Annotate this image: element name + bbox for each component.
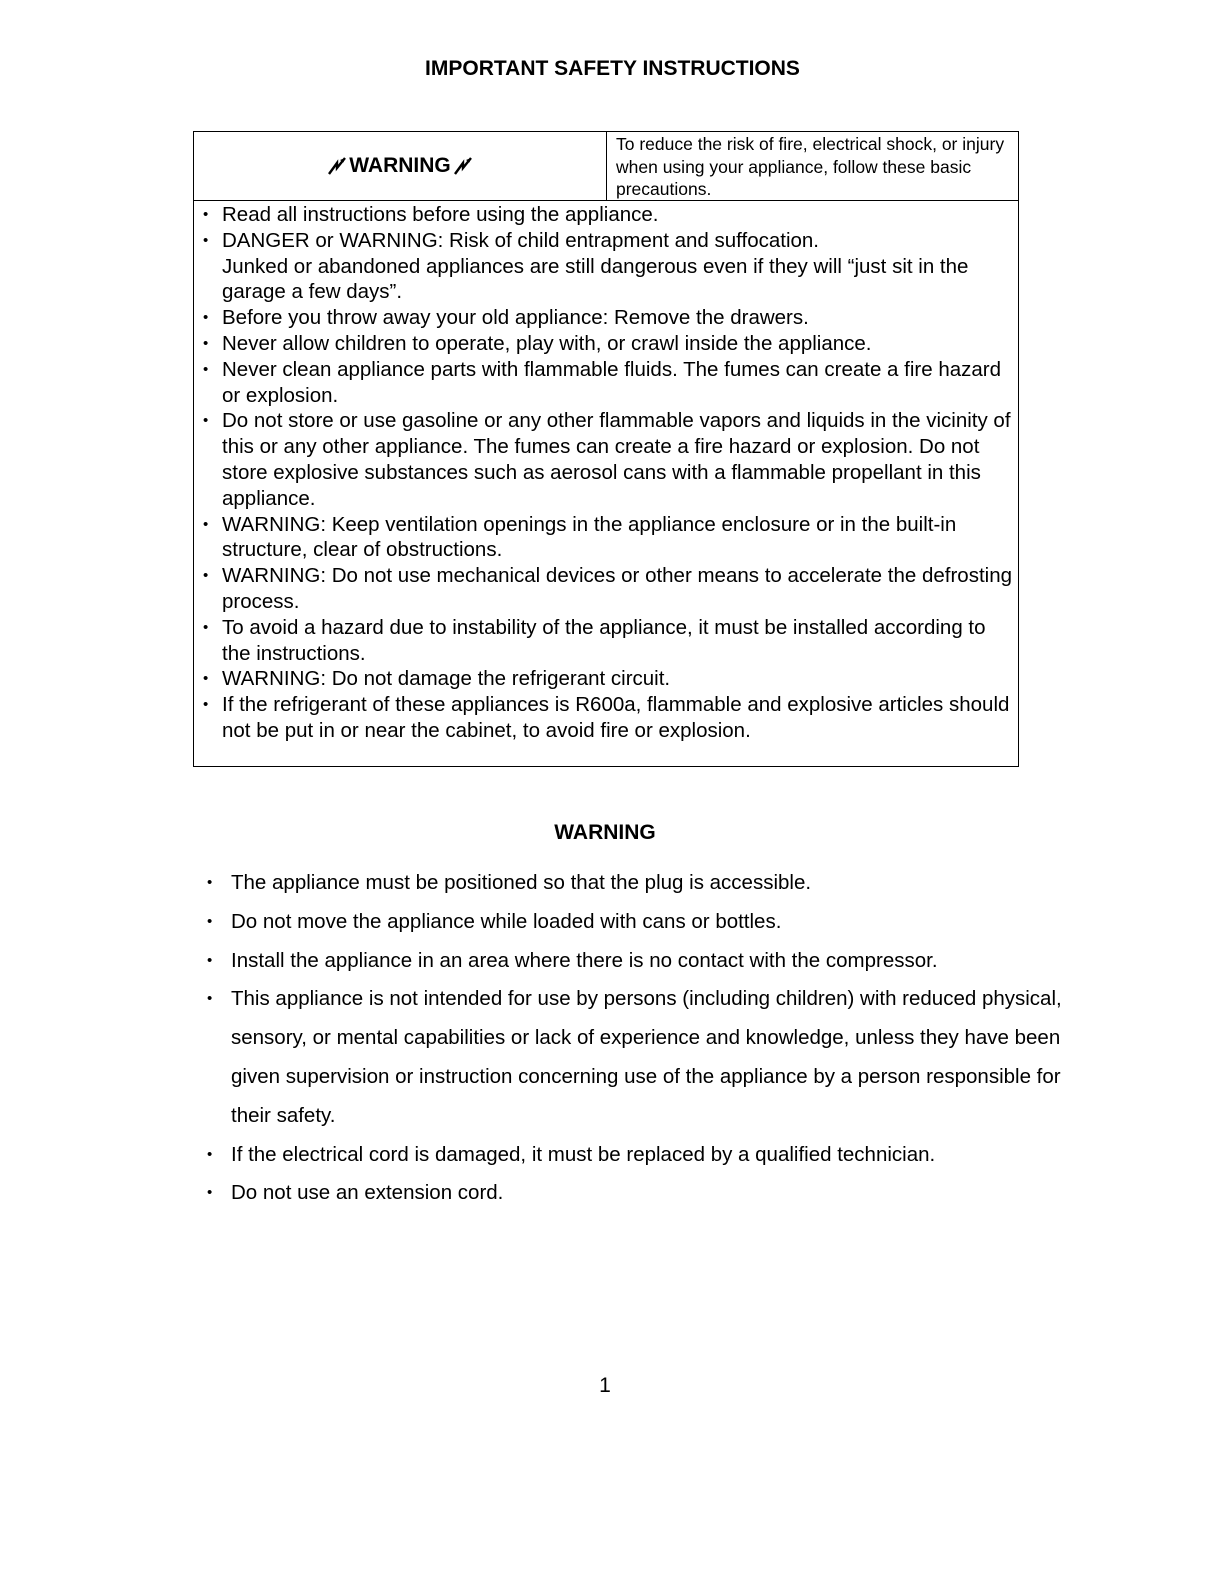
list-item: • WARNING: Do not use mechanical devices or other means to accelerate the defrosting process. (202, 563, 1012, 615)
warning-box-intro: To reduce the risk of fire, electrical shock, or injury when using your appliance, follow these basic precautions. (616, 134, 1005, 199)
list-item: • Read all instructions before using the appliance. (202, 202, 1012, 228)
warning-box-list (202, 202, 1012, 744)
list-item: • Install the appliance in an area where there is no contact with the compressor. (207, 942, 1087, 981)
lightning-bolt-icon (452, 155, 474, 177)
list-item: • WARNING: Do not damage the refrigerant circuit. (202, 666, 1012, 692)
list-item: • The appliance must be positioned so that the plug is accessible. (207, 864, 1087, 903)
page-title: IMPORTANT SAFETY INSTRUCTIONS (425, 57, 800, 80)
list-item: • Before you throw away your old appliance: Remove the drawers. (202, 305, 1012, 331)
list-item: • This appliance is not intended for use by persons (including children) with reduced physical, sensory, or mental capabilities or lack of experience and knowledge, unless they have been given supervision or instruction concerning use of the appliance by a person responsible for their safety. (207, 980, 1087, 1135)
list-item: • Never clean appliance parts with flammable fluids. The fumes can create a fire hazard or explosion. (202, 357, 1012, 409)
list-item: • If the electrical cord is damaged, it must be replaced by a qualified technician. (207, 1136, 1087, 1175)
section-heading: WARNING (554, 821, 656, 844)
lightning-bolt-icon (326, 155, 348, 177)
warning-box-heading (194, 132, 607, 200)
list-item: • Do not use an extension cord. (207, 1174, 1087, 1213)
list-item: • Do not move the appliance while loaded with cans or bottles. (207, 903, 1087, 942)
list-item: • If the refrigerant of these appliances is R600a, flammable and explosive articles should not be put in or near the cabinet, to avoid fire or explosion. (202, 692, 1012, 744)
list-item: • WARNING: Keep ventilation openings in the appliance enclosure or in the built-in structure, clear of obstructions. (202, 512, 1012, 564)
list-item: • Do not store or use gasoline or any other flammable vapors and liquids in the vicinity of this or any other appliance. The fumes can create a fire hazard or explosion. Do not store explosive substances such as aerosol cans with a flammable propellant in this appliance. (202, 408, 1012, 511)
page-number: 1 (599, 1374, 611, 1397)
list-item: • Never allow children to operate, play with, or crawl inside the appliance. (202, 331, 1012, 357)
section-list (207, 864, 1087, 1213)
list-item: • DANGER or WARNING: Risk of child entrapment and suffocation. Junked or abandoned appliances are still dangerous even if they will “just sit in the garage a few days”. (202, 228, 1012, 305)
list-item: • To avoid a hazard due to instability of the appliance, it must be installed according to the instructions. (202, 615, 1012, 667)
warning-heading-text: WARNING (349, 154, 451, 177)
warning-box-header (194, 132, 1018, 201)
warning-box (193, 131, 1019, 767)
